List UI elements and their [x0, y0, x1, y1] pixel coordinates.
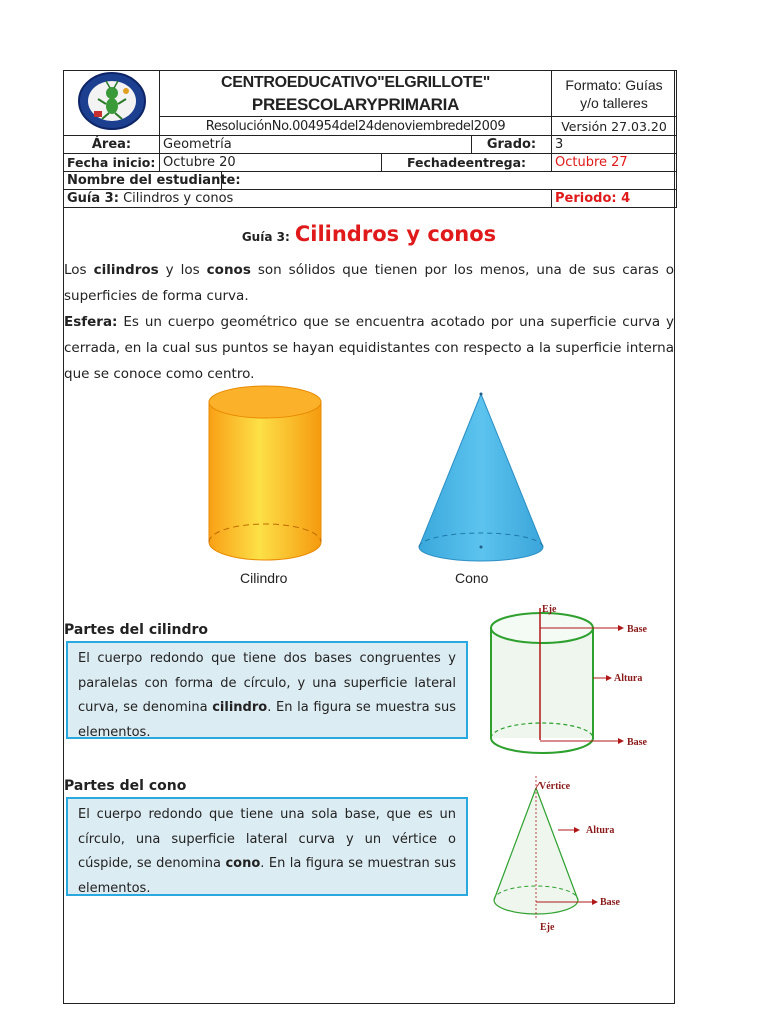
page-title: [63, 222, 675, 246]
grado-label: Grado:: [472, 136, 552, 154]
cone-term: cono: [225, 856, 261, 871]
cylinder-text: . En la figura se muestra sus elementos.: [78, 700, 456, 740]
nombre-field[interactable]: [222, 172, 677, 190]
guia-label: Guía 3:: [67, 191, 119, 206]
header-table: [63, 70, 677, 208]
esfera-label: Esfera:: [64, 314, 118, 330]
cone-label-altura: Altura: [586, 825, 615, 836]
grado-value: 3: [552, 136, 677, 154]
fecha-inicio-label: Fecha inicio:: [64, 154, 160, 172]
cylinder-label-eje: Eje: [542, 604, 557, 615]
guia-cell: [64, 190, 552, 208]
intro-text: son sólidos que tienen por los menos, una de sus caras o superficies de forma curva.: [64, 262, 674, 304]
fecha-entrega-value: Octubre 27: [552, 154, 677, 172]
fecha-inicio-value: Octubre 20: [160, 154, 382, 172]
title-prefix: Guía 3:: [241, 230, 290, 244]
logo-cell: [64, 71, 160, 136]
guia-value: Cilindros y conos: [123, 191, 234, 206]
area-label: Área:: [64, 136, 160, 154]
intro-cilindros: cilindros: [93, 262, 159, 278]
intro-paragraph: [64, 257, 674, 309]
cone-parts-diagram: [488, 772, 638, 934]
formato-text: Formato: Guías y/o talleres: [565, 76, 663, 111]
cone-definition-box: [66, 797, 468, 896]
area-value: Geometría: [160, 136, 472, 154]
cone-text: El cuerpo redondo que tiene una sola base, que es un círculo, una superficie lateral curva y un vértice o cúspide, se denomina: [78, 807, 456, 871]
title-main: Cilindros y conos: [294, 222, 497, 246]
school-name-line2: PREESCOLARYPRIMARIA: [251, 94, 460, 114]
fecha-entrega-label: Fechadeentrega:: [382, 154, 552, 172]
school-name-cell: [160, 71, 552, 117]
school-name-line1: CENTROEDUCATIVO"ELGRILLOTE": [221, 73, 490, 91]
cylinder-definition-box: [66, 641, 468, 739]
cylinder-label-base-bottom: Base: [627, 737, 647, 748]
formato-cell: [552, 71, 677, 117]
periodo: Periodo: 4: [552, 190, 677, 208]
cone-label-base: Base: [600, 897, 620, 908]
esfera-paragraph: [64, 309, 674, 387]
intro-text: Los: [64, 262, 94, 278]
cone-parts-title: Partes del cono: [64, 778, 187, 794]
cylinder-term: cilindro: [212, 700, 268, 715]
resolucion: ResoluciónNo.004954del24denoviembredel2009: [160, 117, 552, 136]
cone-text: . En la figura se muestran sus elementos.: [78, 856, 457, 896]
cylinder-figure: [203, 384, 333, 574]
cone-caption: Cono: [455, 570, 489, 586]
cone-label-eje: Eje: [540, 922, 555, 933]
nombre-label: Nombre del estudiante:: [64, 172, 222, 190]
esfera-text: Es un cuerpo geométrico que se encuentra acotado por una superficie curva y cerrada, en la cual sus puntos se hayan equidistantes con respecto a la superficie interna que se conoce como centro.: [64, 314, 674, 382]
cylinder-label-altura: Altura: [614, 673, 643, 684]
cylinder-label-base-top: Base: [627, 624, 647, 635]
school-logo: [76, 71, 148, 131]
intro-text: y los: [158, 262, 207, 278]
version: Versión 27.03.20: [552, 117, 677, 136]
cone-label-vertice: Vértice: [539, 781, 571, 792]
cone-figure: [413, 390, 553, 562]
cylinder-caption: Cilindro: [240, 570, 288, 586]
cylinder-parts-title: Partes del cilindro: [64, 622, 209, 638]
cylinder-text: El cuerpo redondo que tiene dos bases congruentes y paralelas con forma de círculo, y una superficie lateral curva, se denomina: [78, 651, 456, 715]
cylinder-parts-diagram: [486, 598, 666, 760]
intro-conos: conos: [206, 262, 251, 278]
